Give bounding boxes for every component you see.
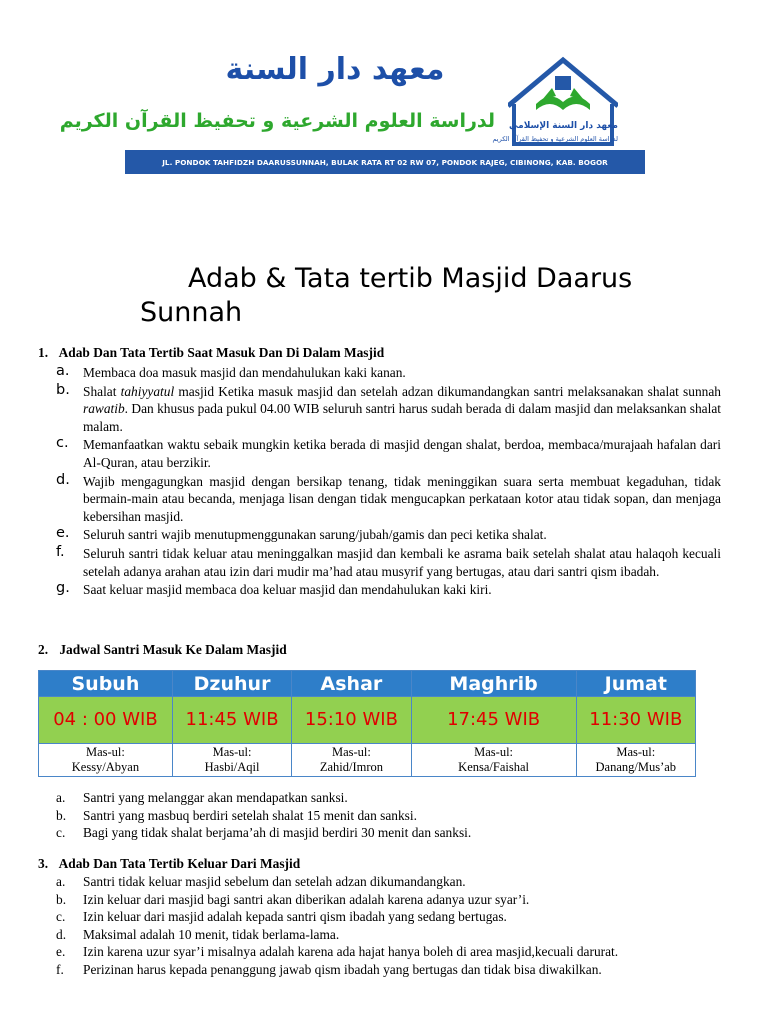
list-marker: c. [56, 909, 66, 925]
list-item-text-mid: masjid Ketika masuk masjid dan setelah adzan dikumandangkan santri melaksanakan shalat sunnah [174, 383, 721, 399]
muadzin-cell [576, 744, 695, 777]
list-item [55, 436, 721, 471]
list-item [55, 383, 721, 436]
table-row-muadzin [39, 744, 696, 777]
list-item-text: Seluruh santri tidak keluar atau meninggalkan masjid dan kembali ke asrama baik setelah shalat atau halaqoh kecuali setelah adanya arahan atau izin dari mudir ma’had atau musyrif yang bertugas, atau dari santri qism ibadah. [83, 545, 721, 579]
list-marker: d. [56, 926, 67, 942]
list-marker: a. [56, 363, 70, 379]
time-cell: 15:10 WIB [292, 697, 411, 744]
list-marker: d. [56, 471, 70, 488]
list-marker: b. [56, 807, 67, 823]
list-item [55, 790, 721, 807]
list-item-text: Izin karena uzur syar’i misalnya adalah karena ada hajat hanya boleh di area masjid,kecuali darurat. [83, 944, 619, 960]
list-marker: e. [56, 525, 70, 542]
list-item [55, 962, 721, 979]
list-item-emphasis: rawatib [83, 401, 125, 417]
table-header-cell: Ashar [292, 671, 411, 697]
muadzin-cell [172, 744, 291, 777]
list-marker: a. [56, 790, 66, 805]
prayer-schedule-table [38, 670, 696, 777]
list-item [55, 581, 721, 599]
list-item [55, 825, 721, 842]
table-row-times [39, 697, 696, 744]
muadzin-names: Danang/Mus’ab [595, 760, 677, 774]
list-marker: b. [56, 891, 67, 907]
list-item-text-pre: Shalat [83, 383, 121, 399]
institution-arabic-subtitle: لدراسة العلوم الشرعية و تحفيظ القرآن الكريم [59, 110, 495, 132]
institution-arabic-name: معهد دار السنة [225, 52, 445, 87]
list-item-text: Seluruh santri wajib menutupmenggunakan sarung/jubah/gamis dan peci ketika shalat. [83, 527, 547, 543]
address-bar: JL. PONDOK TAHFIDZH DAARUSSUNNAH, BULAK RATA RT 02 RW 07, PONDOK RAJEG, CIBINONG, KAB. BOGOR [125, 150, 645, 174]
list-item [55, 364, 721, 382]
muadzin-cell [39, 744, 173, 777]
list-item [55, 545, 721, 580]
list-marker: c. [56, 825, 66, 841]
section-number: 1. [38, 345, 49, 360]
table-header-cell: Subuh [39, 671, 173, 697]
section-title: Adab Dan Tata Tertib Keluar Dari Masjid [58, 856, 301, 871]
list-marker: b. [56, 381, 70, 398]
list-item [55, 909, 721, 926]
time-cell: 17:45 WIB [411, 697, 576, 744]
table-header-row [39, 671, 696, 697]
table-header-cell: Dzuhur [172, 671, 291, 697]
list-item-emphasis: tahiyyatul [120, 383, 175, 399]
muadzin-names: Kessy/Abyan [71, 760, 140, 774]
list-item-text: Perizinan harus kepada penanggung jawab qism ibadah yang bertugas dan tidak bisa diwakilkan. [83, 961, 602, 977]
list-item-text: Izin keluar dari masjid bagi santri akan diberikan adalah karena adanya uzur syar’i. [83, 891, 530, 907]
list-item [55, 892, 721, 909]
list-marker: g. [56, 580, 70, 597]
list-item [55, 874, 721, 891]
section-2-notes [55, 790, 721, 843]
list-item [55, 927, 721, 944]
list-item-text: Maksimal adalah 10 menit, tidak berlama-lama. [83, 926, 340, 942]
list-item-text: Santri yang masbuq berdiri setelah shalat 15 menit dan sanksi. [83, 807, 417, 823]
section-title: Jadwal Santri Masuk Ke Dalam Masjid [59, 642, 287, 657]
list-item-text: Izin keluar dari masjid adalah kepada santri qism ibadah yang sedang bertugas. [83, 909, 507, 925]
list-item [55, 808, 721, 825]
section-1-heading [38, 345, 728, 361]
list-item-text: Santri yang melanggar akan mendapatkan sanksi. [83, 790, 348, 805]
muadzin-names: Zahid/Imron [319, 760, 383, 774]
muadzin-label: Mas-ul: [85, 745, 125, 759]
logo-arabic-name: معهد دار السنة الإسلامي [509, 121, 618, 131]
section-number: 2. [38, 642, 49, 657]
section-number: 3. [38, 856, 49, 871]
table-header-cell: Jumat [576, 671, 695, 697]
logo-arabic-subtitle: لدراسة العلوم الشرعية و تحفيظ القرآن الكريم [492, 135, 618, 143]
list-item-text: Saat keluar masjid membaca doa keluar masjid dan mendahulukan kaki kiri. [83, 582, 492, 598]
muadzin-names: Hasbi/Aqil [204, 760, 260, 774]
list-item-text: Memanfaatkan waktu sebaik mungkin ketika berada di masjid dengan shalat, berdoa, membaca/murajaah hafalan dari Al-Quran, atau berzikir. [83, 437, 721, 470]
muadzin-label: Mas-ul: [616, 745, 656, 759]
list-item-text: Santri tidak keluar masjid sebelum dan setelah adzan dikumandangkan. [83, 874, 466, 889]
list-marker: a. [56, 874, 66, 889]
muadzin-names: Kensa/Faishal [458, 760, 529, 774]
section-3-list [55, 874, 721, 980]
table-header-cell: Maghrib [411, 671, 576, 697]
section-2-heading [38, 642, 728, 658]
muadzin-cell [411, 744, 576, 777]
list-marker: f. [56, 961, 64, 977]
list-item-text: Bagi yang tidak shalat berjama’ah di masjid berdiri 30 menit dan sanksi. [83, 825, 472, 841]
time-cell: 11:30 WIB [576, 697, 695, 744]
page-title: Adab & Tata tertib Masjid Daarus Sunnah [140, 263, 633, 328]
muadzin-label: Mas-ul: [331, 745, 371, 759]
muadzin-label: Mas-ul: [212, 745, 252, 759]
list-item [55, 944, 721, 961]
list-marker: f. [56, 543, 65, 560]
list-item-text-post: . Dan khusus pada pukul 04.00 WIB seluruh santri harus sudah berada di dalam masjid dan melaksankan shalat malam. [83, 401, 721, 434]
list-item [55, 526, 721, 544]
time-cell: 04 : 00 WIB [39, 697, 173, 744]
muadzin-label: Mas-ul: [474, 745, 514, 759]
section-title: Adab Dan Tata Tertib Saat Masuk Dan Di Dalam Masjid [58, 345, 385, 360]
list-marker: e. [56, 944, 66, 960]
list-marker: c. [56, 435, 69, 452]
time-cell: 11:45 WIB [172, 697, 291, 744]
section-3-heading [38, 856, 728, 872]
muadzin-cell [292, 744, 411, 777]
list-item [55, 473, 721, 526]
list-item-text: Wajib mengagungkan masjid dengan bersikap tenang, tidak meninggikan suara serta membuat kegaduhan, tidak bermain-main atau becanda, menjaga lisan dengan tidak mengucapkan perkataan kotor atau tidak sopan, dan menjaga kebersihan masjid. [83, 473, 721, 524]
section-1-list [55, 364, 721, 600]
list-item-text: Membaca doa masuk masjid dan mendahulukan kaki kanan. [83, 365, 406, 380]
